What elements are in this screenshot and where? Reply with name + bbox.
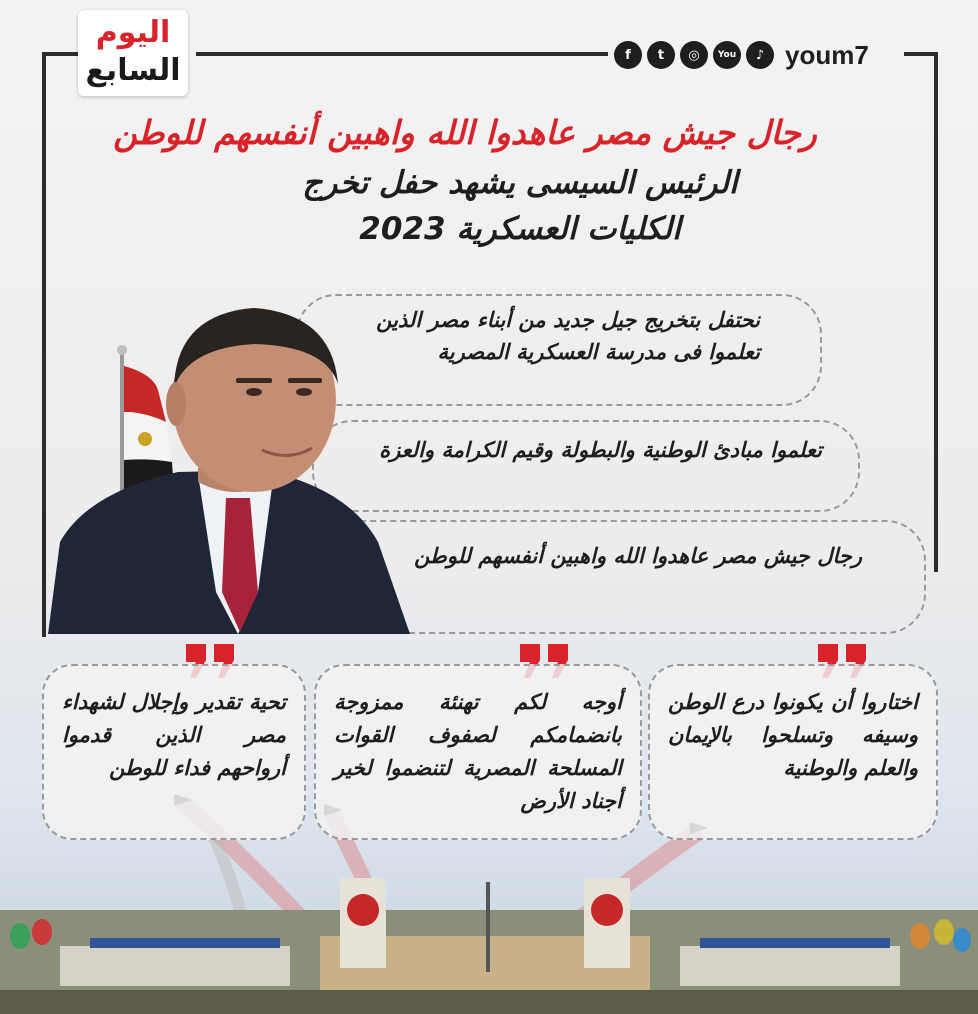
quote-card-1: اختاروا أن يكونوا درع الوطن وسيفه وتسلحوا بالإيمان والعلم والوطنية bbox=[648, 664, 938, 840]
tiktok-icon[interactable]: ♪ bbox=[746, 41, 774, 69]
logo-line-2: السابع bbox=[85, 53, 181, 88]
twitter-icon[interactable]: t bbox=[647, 41, 675, 69]
quote-card-2: أوجه لكم تهنئة ممزوجة بانضمامكم لصفوف القوات المسلحة المصرية لتنضموا لخير أجناد الأرض bbox=[314, 664, 642, 840]
frame-line-right bbox=[934, 52, 938, 572]
frame-line-left bbox=[42, 52, 46, 637]
subtitle-line-1: الرئيس السيسى يشهد حفل تخرج bbox=[302, 165, 738, 201]
social-bar bbox=[614, 40, 869, 70]
frame-line-top-left bbox=[42, 52, 78, 56]
subtitle-line-2: الكليات العسكرية 2023 bbox=[359, 211, 681, 247]
president-portrait-image bbox=[48, 292, 418, 634]
facebook-icon[interactable]: f bbox=[614, 41, 642, 69]
frame-line-top-middle bbox=[196, 52, 608, 56]
quote-card-3: تحية تقدير وإجلال لشهداء مصر الذين قدموا أرواحهم فداء للوطن bbox=[42, 664, 306, 840]
brand-name: youm7 bbox=[785, 39, 869, 70]
youm7-logo[interactable] bbox=[78, 10, 188, 96]
statement-bubble-2: تعلموا مبادئ الوطنية والبطولة وقيم الكرامة والعزة bbox=[312, 420, 860, 512]
youtube-icon[interactable]: You bbox=[713, 41, 741, 69]
frame-line-top-right bbox=[904, 52, 938, 56]
logo-line-1: اليوم bbox=[95, 15, 171, 50]
statement-bubble-3: رجال جيش مصر عاهدوا الله واهبين أنفسهم للوطن bbox=[270, 520, 926, 634]
statement-bubble-1: نحتفل بتخريج جيل جديد من أبناء مصر الذين تعلموا فى مدرسة العسكرية المصرية bbox=[296, 294, 822, 406]
headline-title: رجال جيش مصر عاهدوا الله واهبين أنفسهم للوطن bbox=[113, 113, 817, 152]
headline-subtitle bbox=[200, 160, 840, 252]
instagram-icon[interactable]: ◎ bbox=[680, 41, 708, 69]
